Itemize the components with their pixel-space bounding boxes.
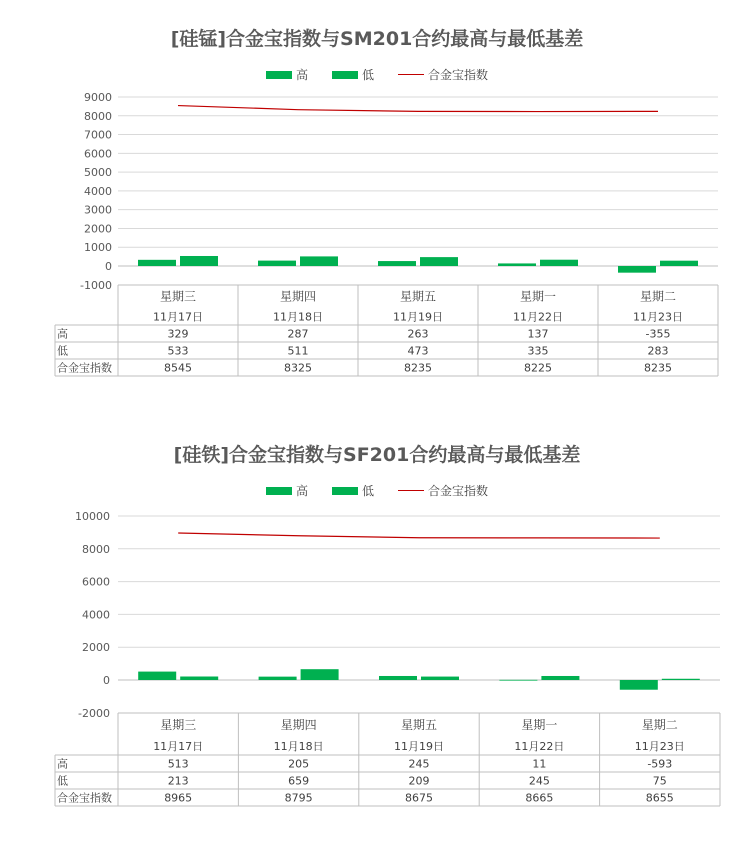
y-tick-label: 6000 — [82, 575, 110, 589]
bar-high — [258, 261, 296, 266]
table-row-label: 合金宝指数 — [57, 791, 112, 805]
y-tick-label: 9000 — [84, 91, 112, 104]
y-tick-label: 8000 — [84, 109, 112, 123]
bar-low — [662, 679, 700, 680]
y-tick-label: -1000 — [80, 278, 112, 292]
category-date: 11月22日 — [513, 310, 563, 324]
bar-low — [421, 677, 459, 680]
table-row-label: 高 — [57, 327, 68, 341]
table-value: 8965 — [164, 791, 193, 805]
table-value: 283 — [647, 344, 669, 358]
chart-1-title: [硅锰]合金宝指数与SM201合约最高与最低基差 — [170, 28, 584, 50]
table-value: 245 — [408, 757, 430, 771]
y-tick-label: 7000 — [84, 128, 112, 142]
line-index — [178, 106, 658, 112]
table-value: 263 — [407, 327, 429, 341]
y-tick-label: -2000 — [78, 706, 110, 720]
category-weekday: 星期五 — [399, 289, 437, 304]
table-value: 473 — [407, 344, 429, 358]
chart-2-title: [硅铁]合金宝指数与SF201合约最高与最低基差 — [173, 444, 581, 466]
table-value: 8235 — [644, 361, 672, 375]
category-weekday: 星期二 — [641, 718, 678, 732]
category-weekday: 星期三 — [159, 289, 197, 304]
category-weekday: 星期四 — [280, 718, 317, 732]
category-date: 11月23日 — [633, 310, 683, 324]
category-weekday: 星期三 — [160, 718, 197, 732]
table-value: 513 — [167, 757, 189, 771]
legend-high-label: 高 — [295, 484, 308, 498]
table-value: 8655 — [645, 791, 674, 805]
category-date: 11月19日 — [393, 310, 443, 324]
chart-2-plot — [0, 420, 754, 849]
line-index — [178, 533, 660, 538]
table-value: 137 — [527, 327, 549, 341]
bar-low — [420, 257, 458, 266]
chart-1-plot — [0, 0, 754, 400]
category-date: 11月17日 — [153, 740, 204, 753]
table-value: 329 — [167, 327, 189, 341]
bar-high — [499, 680, 537, 681]
bar-high — [378, 261, 416, 266]
table-value: 659 — [288, 774, 310, 788]
legend-index-label: 合金宝指数 — [428, 68, 489, 82]
bar-high — [620, 680, 658, 690]
bar-high — [259, 677, 297, 680]
table-value: -593 — [647, 757, 673, 771]
table-value: 8235 — [404, 361, 432, 375]
y-tick-label: 4000 — [82, 608, 110, 622]
table-value: 213 — [167, 774, 189, 788]
table-row-label: 合金宝指数 — [57, 361, 112, 375]
table-value: 245 — [528, 774, 550, 788]
legend-low-label: 低 — [361, 68, 374, 82]
y-tick-label: 0 — [103, 674, 110, 687]
category-date: 11月18日 — [273, 740, 324, 753]
bar-low — [180, 677, 218, 680]
y-tick-label: 0 — [105, 260, 112, 273]
category-weekday: 星期二 — [639, 289, 677, 304]
y-tick-label: 1000 — [84, 241, 112, 255]
y-tick-label: 6000 — [84, 147, 112, 161]
table-value: 8545 — [164, 361, 192, 375]
category-date: 11月19日 — [394, 740, 444, 753]
bar-low — [301, 669, 339, 680]
bar-high — [618, 266, 656, 273]
bar-high — [498, 263, 536, 266]
table-row-label: 低 — [57, 344, 68, 358]
table-value: 8675 — [405, 791, 433, 805]
category-weekday: 星期一 — [519, 289, 557, 304]
category-weekday: 星期五 — [400, 718, 438, 732]
table-value: 511 — [287, 344, 309, 358]
bar-high — [138, 672, 176, 680]
category-weekday: 星期一 — [521, 718, 558, 732]
y-tick-label: 5000 — [84, 166, 112, 180]
y-tick-label: 4000 — [84, 184, 112, 198]
legend-index-label: 合金宝指数 — [428, 484, 489, 498]
category-date: 11月23日 — [634, 740, 685, 753]
y-tick-label: 10000 — [75, 510, 110, 523]
table-value: 8795 — [284, 791, 313, 805]
bar-high — [138, 260, 176, 266]
bar-high — [379, 676, 417, 680]
table-row-label: 高 — [57, 757, 68, 771]
bar-low — [541, 676, 579, 680]
table-value: 11 — [532, 757, 547, 771]
table-value: 205 — [288, 757, 310, 771]
chart-1 — [0, 0, 754, 400]
table-value: 287 — [287, 327, 309, 341]
table-value: -355 — [645, 327, 671, 341]
table-row-label: 低 — [57, 774, 68, 788]
bar-low — [540, 260, 578, 266]
table-value: 533 — [167, 344, 189, 358]
category-date: 11月22日 — [514, 740, 565, 753]
category-weekday: 星期四 — [279, 289, 317, 304]
y-tick-label: 2000 — [84, 222, 112, 236]
table-value: 8665 — [525, 791, 554, 805]
table-value: 75 — [652, 774, 667, 788]
y-tick-label: 3000 — [84, 203, 112, 217]
table-value: 209 — [408, 774, 430, 788]
y-tick-label: 8000 — [82, 542, 110, 556]
category-date: 11月18日 — [273, 310, 323, 324]
legend-low-label: 低 — [361, 484, 374, 498]
legend-high-label: 高 — [295, 68, 308, 82]
table-value: 335 — [527, 344, 549, 358]
bar-low — [300, 256, 338, 266]
bar-low — [180, 256, 218, 266]
bar-low — [660, 261, 698, 266]
table-value: 8225 — [524, 361, 552, 375]
table-value: 8325 — [284, 361, 312, 375]
category-date: 11月17日 — [153, 310, 203, 324]
chart-2 — [0, 420, 754, 849]
y-tick-label: 2000 — [82, 641, 110, 655]
